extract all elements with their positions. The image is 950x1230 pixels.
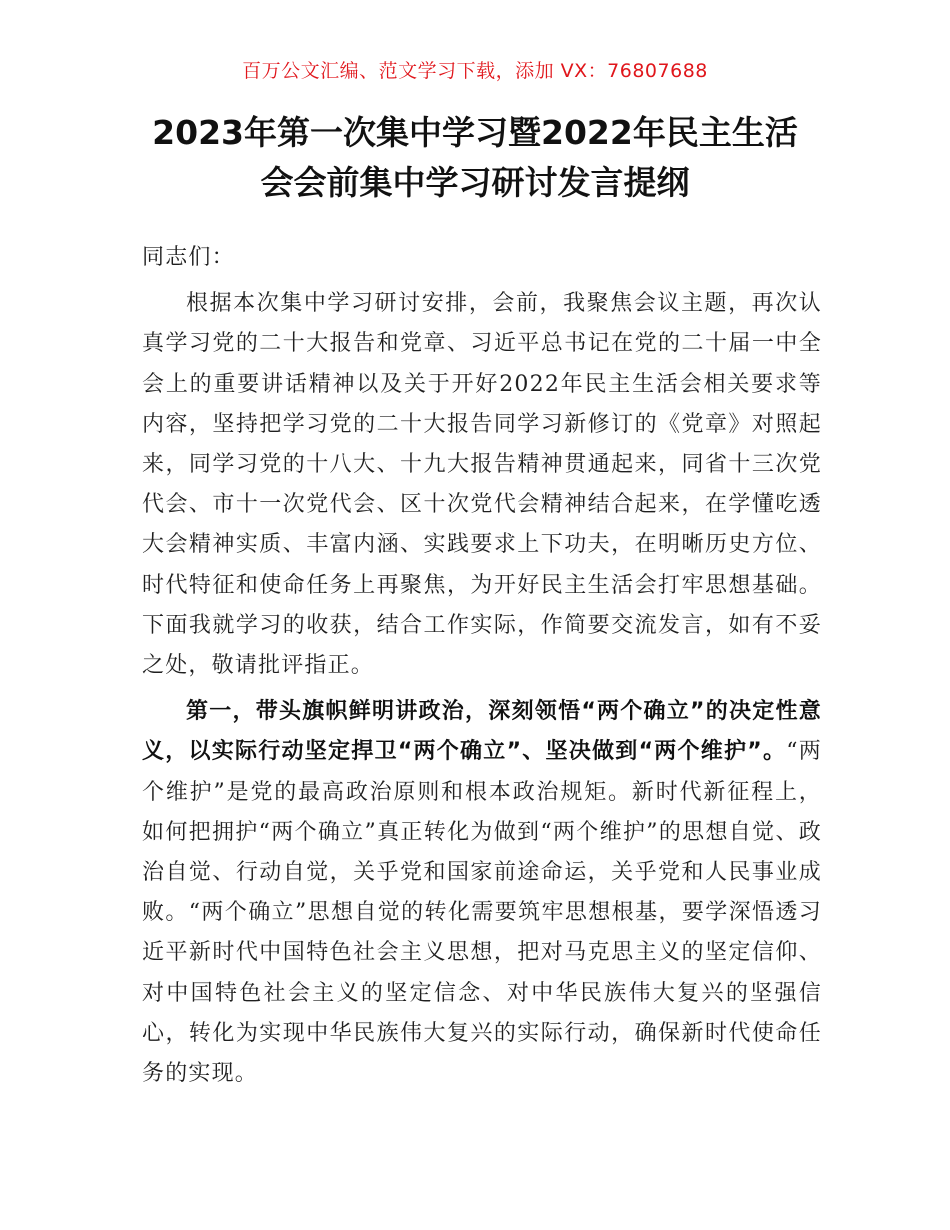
- header-watermark: 百万公文汇编、范文学习下载，添加 VX：76807688: [242, 60, 708, 82]
- title-line-2: 会会前集中学习研讨发言提纲: [260, 163, 690, 202]
- title-line-1: 2023年第一次集中学习暨2022年民主生活: [152, 113, 798, 152]
- document-body: [142, 238, 822, 1094]
- paragraph-point-one: [142, 692, 822, 1094]
- paragraph-intro: 根据本次集中学习研讨安排，会前，我聚焦会议主题，再次认真学习党的二十大报告和党章、习近平总书记在党的二十届一中全会上的重要讲话精神以及关于开好2022年民主生活会相关要求等内容，坚持把学习党的二十大报告同学习新修订的《党章》对照起来，同学习党的十八大、十九大报告精神贯通起来，同省十三次党代会、市十一次党代会、区十次党代会精神结合起来，在学懂吃透大会精神实质、丰富内涵、实践要求上下功夫，在明晰历史方位、时代特征和使命任务上再聚焦，为开好民主生活会打牢思想基础。下面我就学习的收获，结合工作实际，作简要交流发言，如有不妥之处，敬请批评指正。: [142, 291, 822, 679]
- salutation: 同志们：: [142, 245, 235, 270]
- point-one-text: “两个维护”是党的最高政治原则和根本政治规矩。新时代新征程上，如何把拥护“两个确立”真正转化为做到“两个维护”的思想自觉、政治自觉、行动自觉，关乎党和国家前途命运，关乎党和人民事业成败。“两个确立”思想自觉的转化需要筑牢思想根基，要学深悟透习近平新时代中国特色社会主义思想，把对马克思主义的坚定信仰、对中国特色社会主义的坚定信念、对中华民族伟大复兴的坚强信心，转化为实现中华民族伟大复兴的实际行动，确保新时代使命任务的实现。: [142, 739, 823, 1087]
- document-title: [100, 108, 850, 208]
- point-one-heading: 第一，带头旗帜鲜明讲政治，深刻领悟“两个确立”的决定性意义，以实际行动坚定捍卫“两个确立”、坚决做到“两个维护”。: [142, 699, 822, 765]
